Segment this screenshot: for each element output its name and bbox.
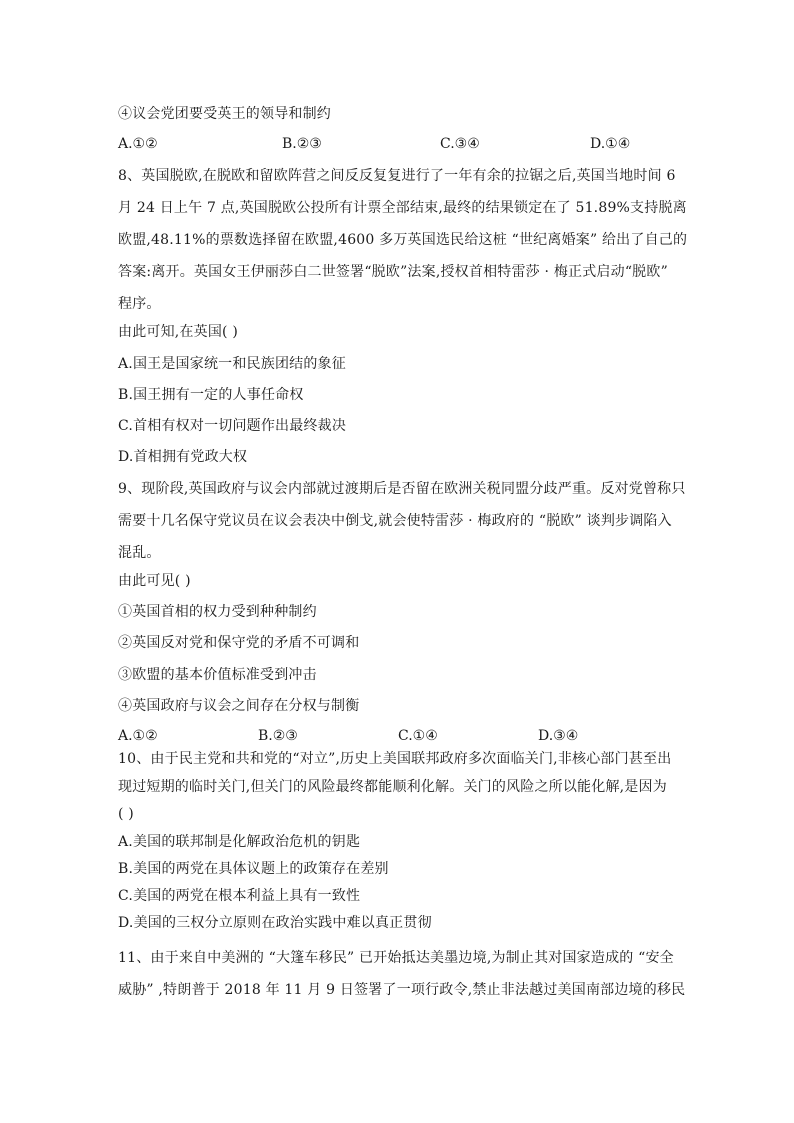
q10-option-d: D.美国的三权分立原则在政治实践中难以真正贯彻 [118, 915, 432, 931]
q9-item-4: ④英国政府与议会之间存在分权与制衡 [118, 698, 360, 714]
q9-option-a: A.①② [118, 728, 158, 744]
q8-stem-line-5: 程序。 [118, 296, 161, 312]
q8-option-a: A.国王是国家统一和民族团结的象征 [118, 356, 346, 372]
q8-option-b: B.国王拥有一定的人事任命权 [118, 387, 304, 403]
q8-stem-line-3: 欧盟,48.11%的票数选择留在欧盟,4600 多万英国选民给这桩 “世纪离婚案” 给出了自己的 [118, 232, 688, 248]
q9-stem-line-2: 需要十几名保守党议员在议会表决中倒戈,就会使特雷莎 · 梅政府的 “脱欧” 谈判步调陷入 [118, 513, 672, 529]
q8-stem-line-2: 月 24 日上午 7 点,英国脱欧公投所有计票全部结束,最终的结果锁定在了 51.89%支持脱离 [118, 200, 687, 216]
q7-option-a: A.①② [118, 136, 158, 152]
q7-option-c: C.③④ [440, 136, 480, 152]
q10-stem-line-2: 现过短期的临时关门,但关门的风险最终都能顺利化解。关门的风险之所以能化解,是因为 [118, 779, 667, 795]
q8-stem-line-4: 答案:离开。英国女王伊丽莎白二世签署“脱欧”法案,授权首相特雷莎 · 梅正式启动“脱欧” [118, 264, 668, 280]
q11-stem-line-2: 威胁” ,特朗普于 2018 年 11 月 9 日签署了一项行政令,禁止非法越过美国南部边境的移民 [118, 982, 686, 998]
q9-stem-line-3: 混乱。 [118, 545, 161, 561]
q9-option-c: C.①④ [398, 728, 438, 744]
q7-option-d: D.①④ [590, 136, 631, 152]
q8-stem-line-1: 8、英国脱欧,在脱欧和留欧阵营之间反反复复进行了一年有余的拉锯之后,英国当地时间 6 [118, 168, 676, 184]
q8-prompt: 由此可知,在英国( ) [118, 324, 239, 340]
q9-item-2: ②英国反对党和保守党的矛盾不可调和 [118, 635, 360, 651]
q8-option-c: C.首相有权对一切问题作出最终裁决 [118, 418, 347, 434]
q9-item-3: ③欧盟的基本价值标准受到冲击 [118, 667, 317, 683]
q10-stem-line-3: ( ) [118, 806, 134, 822]
q9-option-b: B.②③ [258, 728, 298, 744]
q10-option-a: A.美国的联邦制是化解政治危机的钥匙 [118, 834, 361, 850]
q7-item-4: ④议会党团要受英王的领导和制约 [118, 106, 331, 122]
q9-stem-line-1: 9、现阶段,英国政府与议会内部就过渡期后是否留在欧洲关税同盟分歧严重。反对党曾称只 [118, 481, 686, 497]
q11-stem-line-1: 11、由于来自中美洲的 “大篷车移民” 已开始抵达美墨边境,为制止其对国家造成的 “安全 [118, 950, 674, 966]
q7-option-b: B.②③ [282, 136, 322, 152]
q10-option-c: C.美国的两党在根本利益上具有一致性 [118, 888, 361, 904]
q9-option-d: D.③④ [538, 728, 579, 744]
q10-stem-line-1: 10、由于民主党和共和党的“对立”,历史上美国联邦政府多次面临关门,非核心部门甚至出 [118, 751, 672, 767]
q9-item-1: ①英国首相的权力受到种种制约 [118, 604, 317, 620]
q10-option-b: B.美国的两党在具体议题上的政策存在差别 [118, 861, 389, 877]
q8-option-d: D.首相拥有党政大权 [118, 449, 248, 465]
q9-prompt: 由此可见( ) [118, 573, 191, 589]
